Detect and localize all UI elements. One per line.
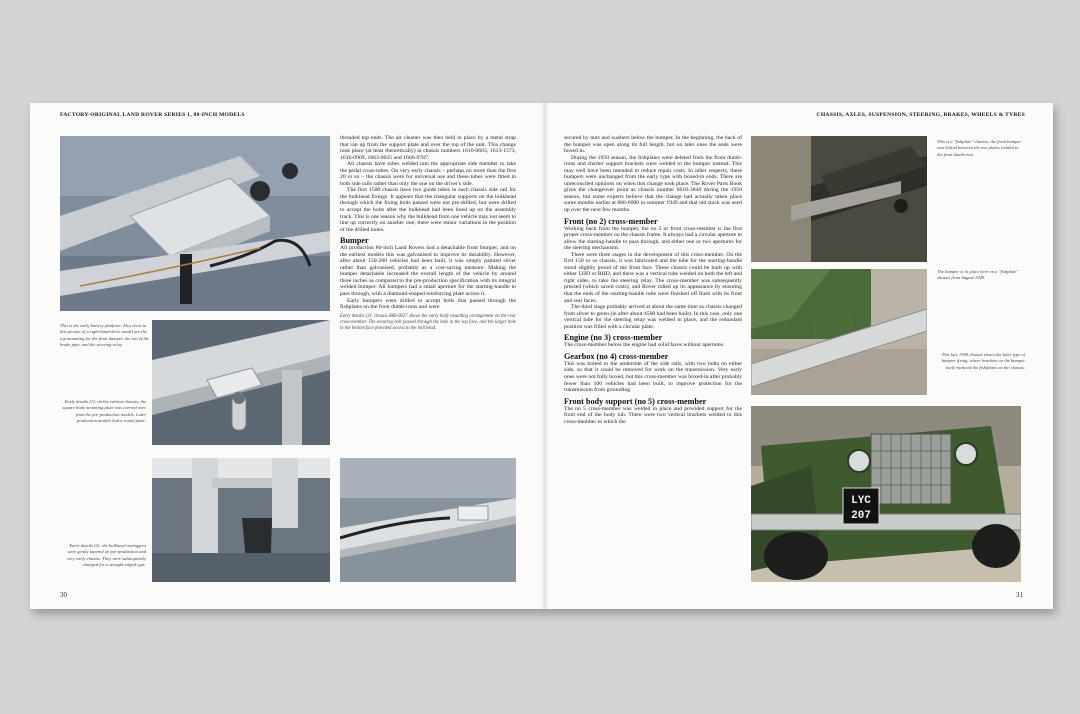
gearbox-paragraph: This was bolted to the underside of the side rails, with two bolts on either side, so that it could be removed for work on the transmission. Very early ones were not fully boxed, but this cross-member was boxed-in after probably fewer than 100 vehicles had been built, to improve protection for the transmission from grounding. (564, 360, 742, 394)
right-page-number: 31 (1016, 591, 1023, 599)
caption-battery-platform: This is the early battery platform. Also clear in this picture of a right-hand-drive model are the top mounting for the front damper, the run of the brake pipe, and the steering relay. (60, 323, 150, 348)
photo-bulkhead-outrigger (152, 458, 330, 582)
right-running-head: CHASSIS, AXLES, SUSPENSION, STEERING, BRAKES, WHEELS & TYRES (816, 112, 1025, 118)
photo-green-land-rover (751, 406, 1021, 582)
left-running-head: FACTORY-ORIGINAL LAND ROVER SERIES 1, 80-INCH MODELS (60, 112, 245, 118)
caption-early-details-1: Early details (1): on the earliest chassis, the square body mounting plate was carried over from the pre-production models. Later production models had a round plate. (62, 399, 146, 424)
photo-battery-platform (60, 136, 330, 311)
front-paragraph-2: There were three stages in the development of this cross-member. On the first 150 or so chassis, it was fabricated and the tube for the starting-handle stood slightly proud of the front face. These chassis could be built up with either LHD or RHD, and there was a vertical tube welded on both the left and right sides, to take the steering relay. The cross-member was subsequently pressed (which saved costs), and Rover tidied up its appearance by ensuring that the ends of the starting-handle tube were finished off flush with its front and rear faces. (564, 251, 742, 304)
book-spread (30, 103, 1053, 609)
photo-bumper-fishplate (751, 269, 927, 395)
bumper-paragraph-1: All production 80-inch Land Rovers had a detachable front bumper, and on the earliest models this was galvanised to improve its durability. However, after about 150-200 vehicles had been built, it was simply painted silver rather than galvanised, probably as a cost-saving measure. Making the bumper detachable increased the overall length of the vehicle by around three inches as compared to the pre-production specification with its integral welded bumper. All bumpers had a small aperture for the starting-handle to pass through, with a diamond-shaped reinforcing plate across it. (340, 245, 516, 298)
caption-bumper-fishplate: The bumper is in place here on a "fishplate" chassis from August 1949. (937, 269, 1019, 281)
body-support-paragraph: The no 5 cross-member was welded in place and provided support for the front end of the body tub. There were two vertical brackets welded to this cross-member to which the (564, 405, 742, 425)
bumper-paragraph-2: Early bumpers were drilled to accept bolts that passed through the fishplates on the front dumb-irons and were (340, 297, 516, 311)
front-paragraph-3: The third stage probably arrived at about the same time as chassis changed from silver to green (ie after about 4500 had been built). In this case, only one vertical tube for the steering relay was welded in place, and the redundant position was filled with a circular plate. (564, 304, 742, 330)
heading-engine-cross-member: Engine (no 3) cross-member (564, 333, 663, 343)
engine-paragraph: The cross-member below the engine had solid faces without apertures. (564, 342, 725, 349)
caption-early-details-3: Early details (3): chassis R86-0027 shows the early body mounting arrangement on the rear cross-member. The securing bolt passed through the hole in the top face, and the larger hole in the bottom face provided access to the bolt head. (340, 313, 516, 332)
heading-gearbox-cross-member: Gearbox (no 4) cross-member (564, 351, 669, 361)
left-text-column (340, 135, 516, 333)
left-page-number: 30 (60, 591, 67, 599)
left-paragraph-2: All chassis have tubes welded into the appropriate side member to take the pedal cross-tubes. On very early chassis – perhaps no more than the first 20 or so – the chassis were for universal use and these tubes were fitted in both side rails rather than only the one on the driver's side. (340, 161, 516, 187)
left-paragraph-3: The first 1500 chassis have two guide tubes in each chassis side rail for the bulkhead fixings. It appears that the triangular supports on the bulkhead through which the fixing bolts passed were not pre-drilled, but were drilled to accept the bolts after the bulkhead had been lined up on the assembly track. This is one reason why the bulkhead from one vehicle may not seem to line up correctly on another one; there were minor variations in the position of the drilled holes. (340, 187, 517, 233)
heading-front-cross-member: Front (no 2) cross-member (564, 216, 658, 226)
right-text-column (564, 135, 742, 425)
caption-fishplate-chassis: This is a "fishplate" chassis; the front bumper was bolted between the two plates welded to the front dumb-iron. (937, 139, 1022, 157)
right-paragraph-2: During the 1950 season, the fishplates were deleted from the front dumb-irons and shorter support brackets were welded to the bumper instead. This may well have been intended to reduce repair costs. In other respects, these bumpers were unchanged from the early type with boxed-in ends. There are unreconciled opinions on when this change took place. The Rover Parts Book gives the changeover point as chassis number 0610-3840 during the 1950 season, but some experts believe that the change had actually taken place some months earlier at 866-6000 in summer 1949 and that old stock was used up over the next few months. (564, 154, 742, 214)
caption-late-1949-chassis: This late 1949 chassis shows the later type of bumper fixing, where brackets on the bumper itself replaced the fishplates on the chassis. (941, 352, 1025, 370)
photo-rear-cross-member (340, 458, 516, 582)
book-gutter (541, 103, 549, 609)
photo-square-mounting-plate (152, 320, 330, 445)
left-paragraph-1: threaded top ends. The air cleaner was then held in place by a metal strap that ran up from the support plate and over the top of the unit. This change took place (at least theoretically) at chassis numbers 1610-0603, 1613-1573, 1616-0909, 1663-0025 and 1666-0787. (340, 135, 516, 161)
number-plate-line-2: 207 (851, 510, 871, 522)
right-paragraph-1: secured by nuts and washers below the bumper. In the beginning, the back of the bumper was open along its full length, but on later ones the ends were boxed in. (564, 135, 742, 155)
heading-bumper: Bumper (340, 236, 369, 246)
heading-body-support-cross-member: Front body support (no 5) cross-member (564, 396, 707, 406)
front-paragraph-1: Working back from the bumper, the no 2 or front cross-member is the first proper cross-member on the chassis frame. It always had a circular aperture to allow the starting-handle to pass through, and either one or two apertures for the steering mechanism. (564, 225, 742, 252)
number-plate-line-1: LYC (851, 495, 871, 507)
photo-fishplate-chassis (751, 136, 927, 262)
caption-early-details-2: Early details (2): the bulkhead outriggers were gently tapered on pre-production and very early chassis. They were subsequently changed for a straight-edged type. (67, 543, 146, 568)
